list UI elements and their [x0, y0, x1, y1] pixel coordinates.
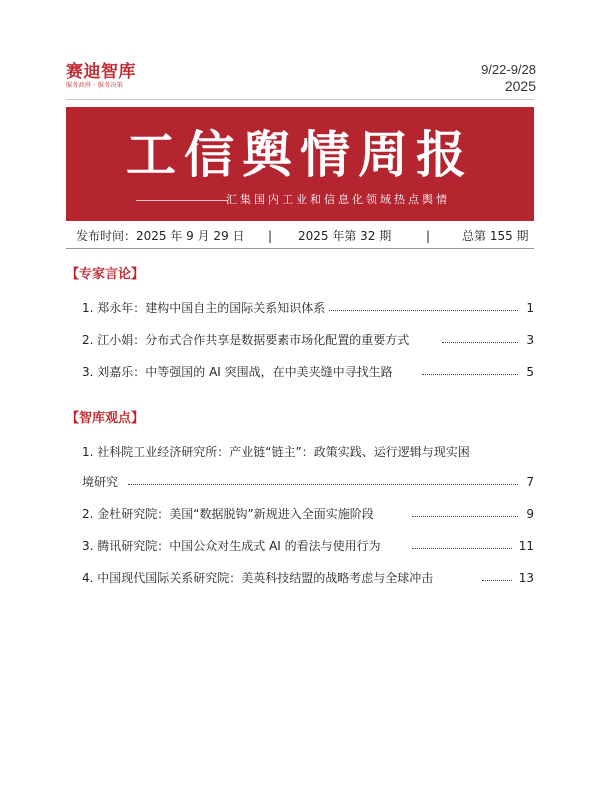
info-separator: | — [268, 229, 273, 243]
section-title-expert-opinions: 【专家言论】 — [66, 267, 145, 282]
total-issue-number: 总第 155 期 — [462, 229, 529, 243]
info-separator: | — [426, 229, 431, 243]
logo-text: 赛迪智库 — [66, 62, 136, 82]
section-title-think-tank-views: 【智库观点】 — [66, 411, 145, 426]
publish-date: 发布时间：2025 年 9 月 29 日 — [76, 229, 245, 243]
logo-tagline: 服务政府 · 服务决策 — [66, 82, 124, 89]
toc-item-page: 11 — [515, 536, 534, 556]
toc-leader — [422, 374, 518, 375]
toc-item-continuation[interactable] — [82, 472, 534, 492]
toc-item[interactable] — [82, 568, 534, 588]
title-banner — [66, 107, 534, 221]
toc-item-title-continued: 境研究 — [82, 472, 122, 492]
date-year: 2025 — [504, 78, 536, 94]
toc-item-page: 13 — [515, 568, 534, 588]
subtitle-line-left — [136, 200, 228, 201]
issue-number: 2025 年第 32 期 — [298, 229, 392, 243]
toc-item[interactable] — [82, 362, 534, 382]
toc-leader — [412, 516, 518, 517]
toc-item[interactable] — [82, 504, 534, 524]
toc-item-page: 7 — [522, 472, 534, 492]
toc-leader — [442, 342, 518, 343]
toc-item[interactable] — [82, 536, 534, 556]
toc-item-page: 5 — [522, 362, 534, 382]
toc-item-page: 1 — [522, 298, 534, 318]
report-subtitle: 汇集国内工业和信息化领域热点舆情 — [226, 193, 450, 206]
toc-item-title: 1. 郑永年：建构中国自主的国际关系知识体系 — [82, 298, 329, 318]
header-divider — [66, 99, 534, 100]
toc-item[interactable] — [82, 298, 534, 318]
toc-item-title: 2. 金杜研究院：美国“数据脱钩”新规进入全面实施阶段 — [82, 504, 378, 524]
toc-item[interactable] — [82, 442, 534, 462]
info-divider — [66, 248, 534, 249]
issue-info — [66, 226, 534, 246]
toc-item-title: 3. 刘嘉乐：中等强国的 AI 突围战，在中美夹缝中寻找生路 — [82, 362, 397, 382]
toc-item-page: 9 — [522, 504, 534, 524]
toc-item-page: 3 — [522, 330, 534, 350]
report-title: 工信舆情周报 — [126, 125, 474, 184]
toc-leader — [482, 580, 512, 581]
toc-leader — [412, 548, 512, 549]
toc-leader — [322, 310, 518, 311]
toc-item-title: 2. 江小娟：分布式合作共享是数据要素市场化配置的重要方式 — [82, 330, 413, 350]
toc-item-title: 1. 社科院工业经济研究所：产业链“链主”：政策实践、运行逻辑与现实困 — [82, 442, 474, 462]
date-range: 9/22-9/28 — [481, 62, 536, 77]
brand-logo — [66, 62, 156, 90]
toc-item-title: 3. 腾讯研究院：中国公众对生成式 AI 的看法与使用行为 — [82, 536, 385, 556]
toc-leader — [128, 484, 518, 485]
toc-item-title: 4. 中国现代国际关系研究院：美英科技结盟的战略考虑与全球冲击 — [82, 568, 437, 588]
toc-item[interactable] — [82, 330, 534, 350]
